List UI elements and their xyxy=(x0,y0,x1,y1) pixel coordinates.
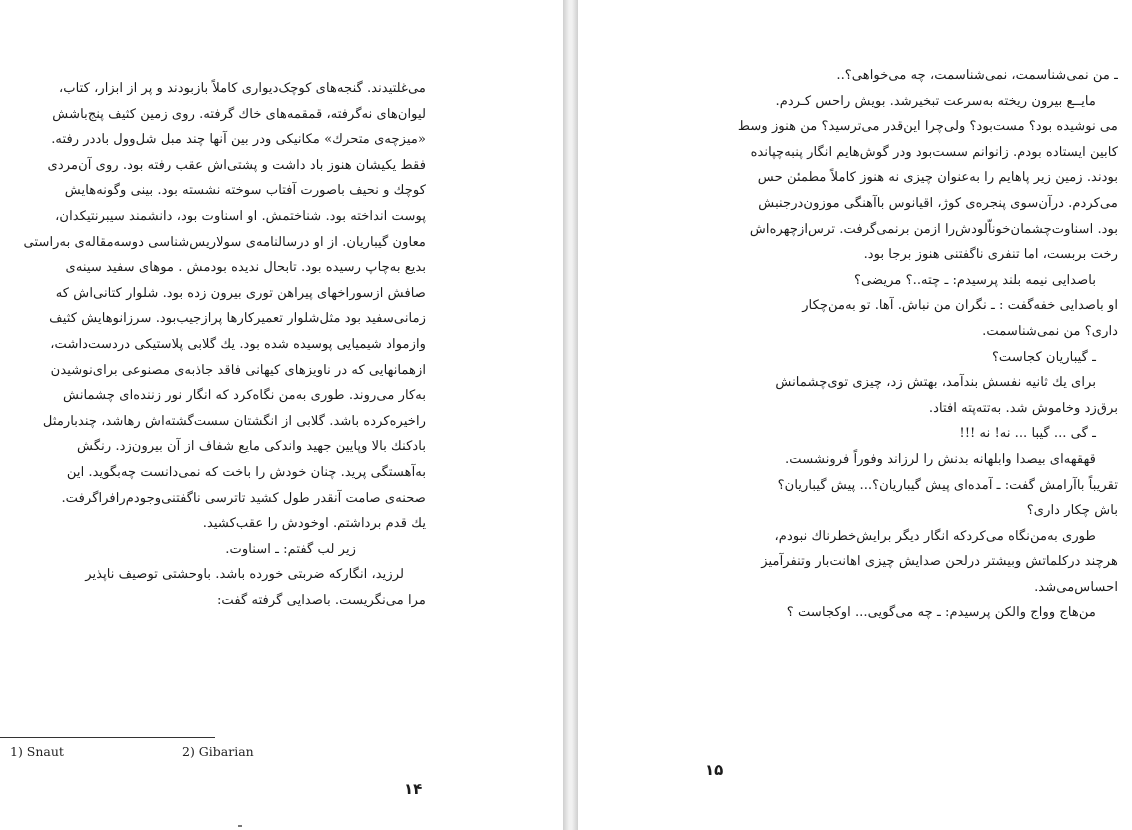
text-line: معاون گیباریان. از او درسالنامه‌ی سولاریس‌شناسی دوسه‌مقاله‌ی به‌راستی xyxy=(23,234,426,250)
text-line: ـ گیباریان کجاست؟ xyxy=(991,349,1096,365)
text-line: فقط یکیشان هنوز باد داشت و پشتی‌اش عقب رفته بود. روی آن‌مردی xyxy=(47,157,426,173)
text-line: باصدایی نیمه بلند پرسیدم: ـ چته..؟ مریضی؟ xyxy=(854,272,1096,288)
text-line: مرا می‌نگریست. باصدایی گرفته گفت: xyxy=(216,592,426,608)
text-line: کابین ایستاده بودم. زانوانم سست‌بود ودر گوش‌هایم انگار پنبه‌چپانده xyxy=(750,144,1118,160)
text-line: لیوان‌های نه‌گرفته، قمقمه‌های خاك گرفته. روی زمین کثیف پنج‌باشش xyxy=(52,106,426,122)
text-line: داری؟ من نمی‌شناسمت. xyxy=(982,323,1118,339)
scan-mark xyxy=(238,825,242,827)
text-line: ازهمانهایی که در ناویزهای کیهانی فاقد جاذبه‌ی مصنوعی برای‌نوشیدن xyxy=(50,362,426,378)
right-page xyxy=(578,0,1132,830)
text-line: مایــع بیرون ریخته به‌سرعت تبخیرشد. بویش راحس کـردم. xyxy=(775,93,1096,109)
text-line: راخیره‌کرده باشد. گلابی از انگشتان سست‌گشته‌اش رهاشد، چندبارمثل xyxy=(42,413,426,429)
text-line: ـ گی ... گیبا ... نه! نه !!! xyxy=(959,426,1096,442)
text-line: من‌هاج وواج والکن پرسیدم: ـ چه می‌گویی... اوکجاست ؟ xyxy=(786,605,1096,621)
text-line: صحنه‌ی صامت آنقدر طول کشید تاترسی ناگفتنی‌وجودم‌رافراگرفت. xyxy=(61,490,426,506)
text-line: لرزید، انگارکه ضربتی خورده باشد. باوحشتی توصیف ناپذیر xyxy=(85,567,404,583)
text-line: «میزچه‌ی متحرك» مکانیکی ودر بین آنها چند مبل شل‌وول باددر رفته. xyxy=(51,132,426,148)
left-page-body xyxy=(0,76,426,613)
text-line: زیر لب گفتم: ـ اسناوت. xyxy=(225,541,356,557)
text-line: بادکنك بالا وپایین جهید واندکی مایع شفاف از آن بیرون‌زد. رنگش xyxy=(77,439,426,455)
text-line: می‌غلتیدند. گنجه‌های کوچک‌دیواری کاملاً بازبودند و پر از ابزار، کتاب، xyxy=(58,81,426,96)
text-line: احساس‌می‌شد. xyxy=(1034,579,1118,595)
text-line: قهقهه‌ای بیصدا وابلهانه بدنش را لرزاند وفوراً فرونشست. xyxy=(785,451,1096,467)
text-line: طوری به‌من‌نگاه می‌کردکه انگار دیگر برایش‌خطرناك نبودم، xyxy=(774,528,1096,544)
page-number-left: ۱۴ xyxy=(404,780,423,798)
text-line: بود. اسناوت‌چشمان‌خوناّلودش‌را ازمن برنمی‌گرفت. ترس‌ازچهره‌اش xyxy=(749,221,1118,237)
text-line: ـ من نمی‌شناسمت، نمی‌شناسمت، چه می‌خواهی؟.. xyxy=(836,68,1118,83)
text-line: کوچك و نحیف باصورت آفتاب سوخته نشسته بود. بینی وگونه‌هایش xyxy=(64,183,426,199)
text-line: به‌آهستگی پرید. چنان خودش را باخت که نمی‌دانست چه‌بگوید. این xyxy=(66,464,426,480)
text-line: تقریباً باآرامش گفت: ـ آمده‌ای پیش گیباریان؟... پیش گیباریان؟ xyxy=(777,477,1118,493)
text-line: بدیع به‌چاپ رسیده بود. تابحال ندیده بودمش . موهای سفید سینه‌ی xyxy=(65,260,426,276)
text-line: می‌کردم. درآن‌سوی پنجره‌ی کوژ، اقیانوس باآهنگی موزون‌درجنبش xyxy=(758,195,1118,211)
footnote-rule xyxy=(0,737,215,738)
text-line: باش چکار داری؟ xyxy=(1026,503,1118,519)
footnote-gibarian: 2) Gibarian xyxy=(182,744,254,759)
text-line: بودند. زمین زیر پاهایم را به‌عنوان چیزی نه هنوز کاملاً مطمئن حس xyxy=(757,170,1118,186)
right-page-body xyxy=(678,63,1118,626)
text-line: می نوشیده بود؟ مست‌بود؟ ولی‌چرا این‌قدر می‌ترسید؟ من هنوز وسط xyxy=(737,119,1118,135)
left-page xyxy=(0,0,563,830)
text-line: پوست انداخته بود. شناختمش. او اسناوت بود، دانشمند سیبرنتیکدان، xyxy=(55,208,426,224)
text-line: رخت بربست، اما تنفری ناگفتنی هنوز برجا بود. xyxy=(863,247,1118,263)
text-line: وازمواد شیمیایی پوسیده شده بود. یك گلابی پلاستیکی دردست‌داشت، xyxy=(50,336,426,352)
text-line: او باصدایی خفه‌گفت : ـ نگران من نباش. آها. تو به‌من‌چکار xyxy=(802,298,1118,314)
page-number-right: ۱۵ xyxy=(705,761,724,779)
text-line: برق‌زد وخاموش شد. به‌تته‌پته افتاد. xyxy=(928,400,1118,416)
text-line: برای یك ثانیه نفسش بندآمد، بهتش زد، چیزی توی‌چشمانش xyxy=(775,375,1096,391)
text-line: هرچند درکلماتش وبیشتر درلحن صدایش چیزی اهانت‌بار وتنفرآمیز xyxy=(761,554,1118,570)
text-line: به‌کار می‌روند. طوری به‌من نگاه‌کرد که انگار نور زننده‌ای چشمانش xyxy=(63,388,426,404)
page-gutter xyxy=(563,0,578,830)
text-line: یك قدم برداشتم. اوخودش را عقب‌کشید. xyxy=(202,516,426,532)
text-line: صافش ازسوراخهای پیراهن توری بیرون زده بود. شلوار کتانی‌اش که xyxy=(55,285,426,301)
footnote-snaut: 1) Snaut xyxy=(10,744,64,759)
text-line: زمانی‌سفید بود مثل‌شلوار تعمیرکارها پرازجیب‌بود. سرزانوهایش کثیف xyxy=(49,311,426,327)
